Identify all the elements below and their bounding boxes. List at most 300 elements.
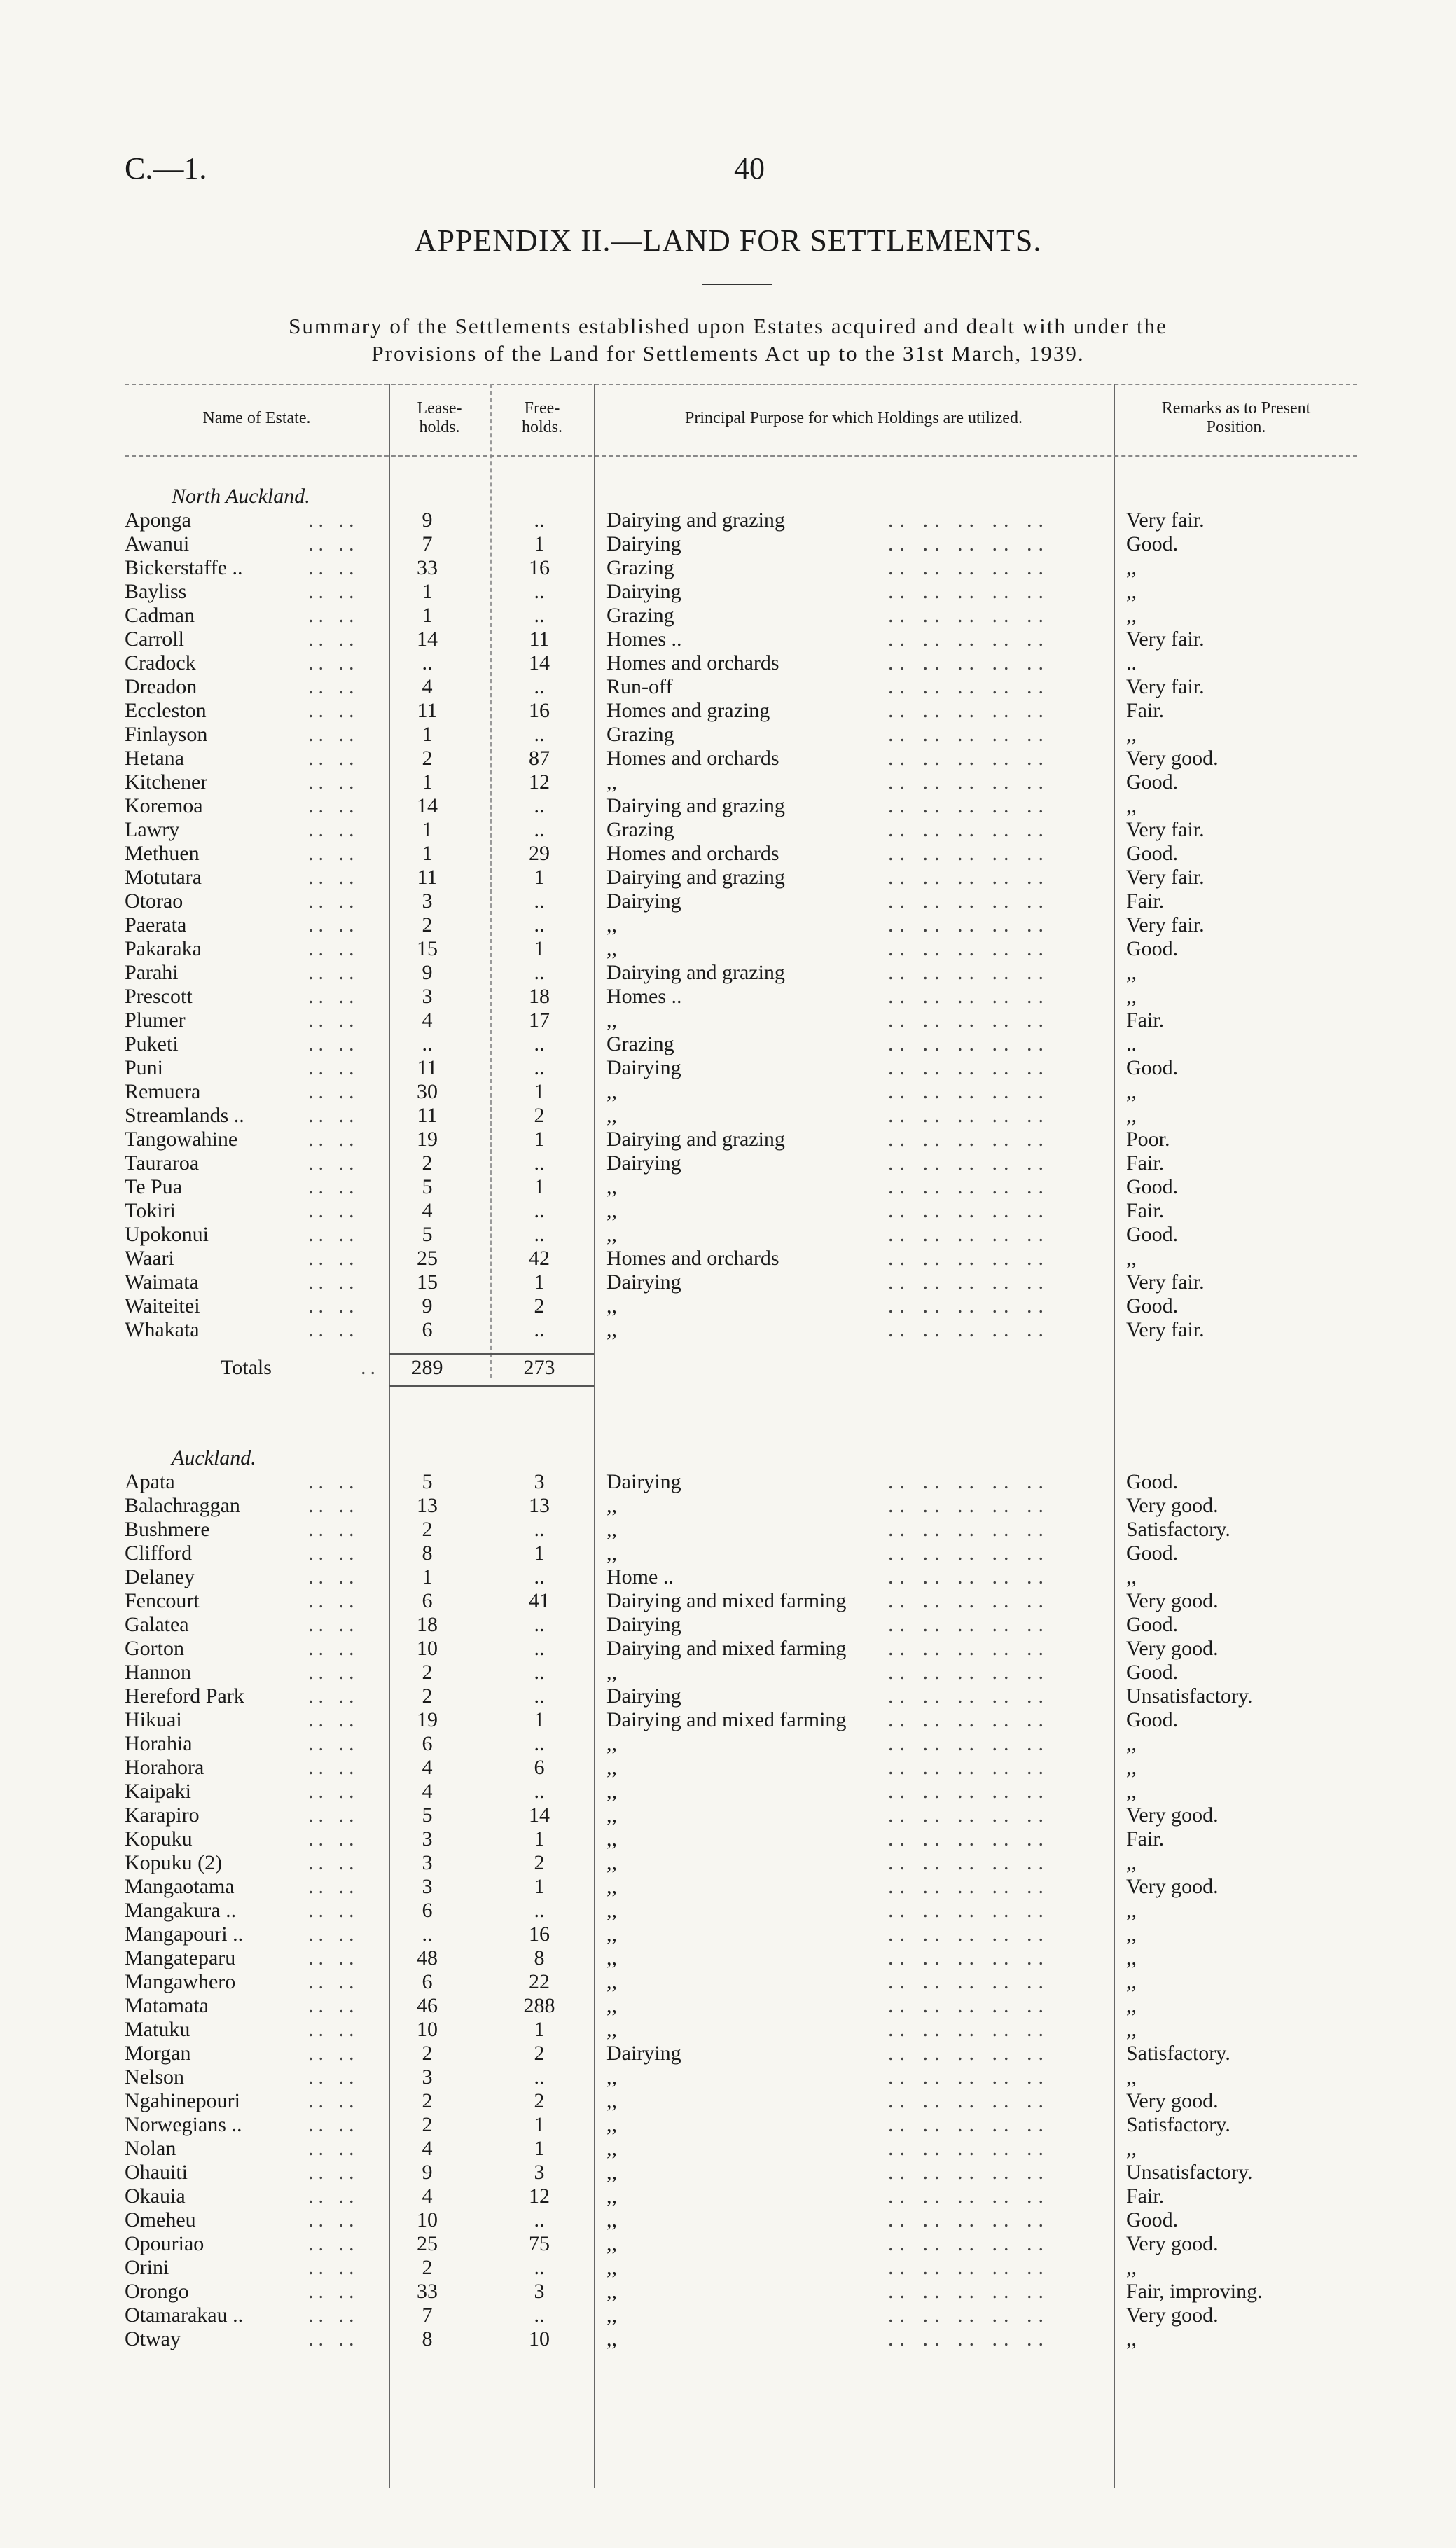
estate-name: Horahia <box>125 1732 193 1755</box>
leaseholds-value: 10 <box>417 2018 438 2041</box>
purpose-value: ,, <box>606 1294 617 1317</box>
freeholds-value: 288 <box>523 1994 555 2017</box>
leader-dots: .. .. <box>308 675 359 698</box>
freeholds-value: 17 <box>529 1009 550 1032</box>
freeholds-value: 16 <box>529 556 550 579</box>
leader-dots: .. .. <box>308 1970 359 1993</box>
estate-name: Matuku <box>125 2018 190 2041</box>
leader-dots: .. .. <box>308 1589 359 1612</box>
table-row <box>0 628 1456 651</box>
remarks-value: Fair. <box>1126 699 1165 722</box>
leaseholds-value: 3 <box>422 889 433 913</box>
freeholds-value: 42 <box>529 1247 550 1270</box>
leaseholds-value: 1 <box>422 842 433 865</box>
remarks-value: Fair. <box>1126 889 1165 913</box>
freeholds-value: 13 <box>529 1494 550 1517</box>
freeholds-value: 1 <box>534 532 545 555</box>
estate-name: Koremoa <box>125 794 203 817</box>
leaseholds-value: 11 <box>417 866 438 889</box>
leader-dots: .. .. .. .. .. <box>888 699 1050 722</box>
freeholds-value: .. <box>534 818 545 841</box>
remarks-value: Good. <box>1126 1661 1179 1684</box>
purpose-value: ,, <box>606 1732 617 1755</box>
remarks-value: Very fair. <box>1126 1318 1205 1341</box>
leaseholds-value: 1 <box>422 723 433 746</box>
purpose-value: Dairying <box>606 2042 681 2065</box>
leaseholds-value: 6 <box>422 1732 433 1755</box>
leaseholds-value: 4 <box>422 2185 433 2208</box>
totals-row <box>0 1356 1456 1380</box>
freeholds-value: 12 <box>529 770 550 794</box>
remarks-value: ,, <box>1126 1247 1137 1270</box>
leader-dots: .. .. .. .. .. <box>888 508 1050 532</box>
remarks-value: Good. <box>1126 1175 1179 1198</box>
leader-dots: .. .. <box>308 1875 359 1898</box>
table-row <box>0 1875 1456 1899</box>
header-leaseholds-line2: holds. <box>419 418 460 436</box>
estate-name: Orini <box>125 2256 169 2279</box>
leaseholds-value: 4 <box>422 1199 433 1222</box>
remarks-value: ,, <box>1126 556 1137 579</box>
leader-dots: .. .. .. .. .. <box>888 2018 1050 2041</box>
remarks-value: .. <box>1126 651 1137 674</box>
leader-dots: .. .. .. .. .. <box>888 1223 1050 1246</box>
leader-dots: .. .. .. .. .. <box>888 1613 1050 1636</box>
remarks-value: ,, <box>1126 1565 1137 1588</box>
leader-dots: .. .. <box>308 2089 359 2112</box>
freeholds-value: .. <box>534 508 545 532</box>
purpose-value: Homes and orchards <box>606 842 779 865</box>
leaseholds-value: 19 <box>417 1708 438 1731</box>
table-row <box>0 1923 1456 1946</box>
purpose-value: ,, <box>606 1223 617 1246</box>
leader-dots: .. .. .. .. .. <box>888 1756 1050 1779</box>
freeholds-value: 8 <box>534 1946 545 1969</box>
leader-dots: .. .. <box>308 1923 359 1946</box>
leaseholds-value: 1 <box>422 1565 433 1588</box>
purpose-value: ,, <box>606 2280 617 2303</box>
table-row <box>0 1056 1456 1080</box>
remarks-value: Very fair. <box>1126 818 1205 841</box>
table-row <box>0 1223 1456 1247</box>
purpose-value: Dairying <box>606 1056 681 1079</box>
leaseholds-value: 18 <box>417 1613 438 1636</box>
table-row <box>0 651 1456 675</box>
purpose-value: ,, <box>606 1518 617 1541</box>
remarks-value: ,, <box>1126 1780 1137 1803</box>
freeholds-value: 22 <box>529 1970 550 1993</box>
leaseholds-value: 3 <box>422 985 433 1008</box>
freeholds-value: .. <box>534 1684 545 1708</box>
leader-dots: .. .. <box>308 961 359 984</box>
purpose-value: ,, <box>606 2089 617 2112</box>
leader-dots: .. .. .. .. .. <box>888 985 1050 1008</box>
remarks-value: ,, <box>1126 1970 1137 1993</box>
estate-name: Waimata <box>125 1270 199 1294</box>
leader-dots: .. .. <box>308 1294 359 1317</box>
leader-dots: .. .. <box>308 1470 359 1493</box>
estate-name: Mangakura .. <box>125 1899 237 1922</box>
totals-freeholds: 273 <box>523 1356 555 1379</box>
leader-dots: .. .. <box>308 508 359 532</box>
leader-dots: .. .. <box>308 628 359 651</box>
table-row <box>0 1494 1456 1518</box>
purpose-value: Homes .. <box>606 985 682 1008</box>
table-row <box>0 1756 1456 1780</box>
purpose-value: ,, <box>606 2113 617 2136</box>
leader-dots: .. .. <box>308 1994 359 2017</box>
leader-dots: .. .. .. .. .. <box>888 937 1050 960</box>
leader-dots: .. .. .. .. .. <box>888 1661 1050 1684</box>
freeholds-value: 2 <box>534 1294 545 1317</box>
section-heading <box>0 1446 1456 1470</box>
leaseholds-value: 5 <box>422 1223 433 1246</box>
table-row <box>0 1470 1456 1494</box>
table-row <box>0 1009 1456 1032</box>
freeholds-value: .. <box>534 1032 545 1055</box>
leaseholds-value: 9 <box>422 1294 433 1317</box>
leaseholds-value: 4 <box>422 675 433 698</box>
purpose-value: ,, <box>606 1009 617 1032</box>
remarks-value: .. <box>1126 1032 1137 1055</box>
purpose-value: Dairying <box>606 580 681 603</box>
leaseholds-value: 9 <box>422 961 433 984</box>
totals-rule-top <box>389 1353 594 1355</box>
table-row <box>0 1780 1456 1803</box>
leader-dots: .. .. .. .. .. <box>888 1294 1050 1317</box>
leaseholds-value: 33 <box>417 2280 438 2303</box>
leader-dots: .. .. .. .. .. <box>888 1708 1050 1731</box>
freeholds-value: .. <box>534 1613 545 1636</box>
leader-dots: .. .. .. .. .. <box>888 770 1050 794</box>
freeholds-value: .. <box>534 723 545 746</box>
freeholds-value: 1 <box>534 1708 545 1731</box>
purpose-value: ,, <box>606 1803 617 1827</box>
purpose-value: ,, <box>606 2018 617 2041</box>
estate-name: Horahora <box>125 1756 204 1779</box>
section-title: North Auckland. <box>172 485 310 508</box>
leaseholds-value: 7 <box>422 532 433 555</box>
remarks-value: Very fair. <box>1126 1270 1205 1294</box>
table-row <box>0 1637 1456 1661</box>
table-row <box>0 1803 1456 1827</box>
leader-dots: .. .. <box>308 2208 359 2231</box>
leader-dots: .. .. .. .. .. <box>888 628 1050 651</box>
remarks-value: ,, <box>1126 2327 1137 2350</box>
estate-name: Tangowahine <box>125 1128 238 1151</box>
table-row <box>0 1151 1456 1175</box>
table-row <box>0 2304 1456 2327</box>
leaseholds-value: 6 <box>422 1970 433 1993</box>
table-row <box>0 2161 1456 2185</box>
freeholds-value: 2 <box>534 1104 545 1127</box>
remarks-value: Good. <box>1126 1470 1179 1493</box>
estate-name: Hikuai <box>125 1708 182 1731</box>
freeholds-value: 10 <box>529 2327 550 2350</box>
leaseholds-value: 14 <box>417 628 438 651</box>
leader-dots: .. .. .. .. .. <box>888 1589 1050 1612</box>
purpose-value: Grazing <box>606 723 674 746</box>
totals-label: Totals <box>221 1356 272 1379</box>
freeholds-value: 1 <box>534 1175 545 1198</box>
leader-dots: .. .. <box>308 2137 359 2160</box>
leader-dots: .. .. .. .. .. <box>888 1946 1050 1969</box>
table-row <box>0 913 1456 937</box>
remarks-value: Good. <box>1126 1223 1179 1246</box>
freeholds-value: 3 <box>534 2161 545 2184</box>
leaseholds-value: 2 <box>422 1661 433 1684</box>
leader-dots: .. .. .. .. .. <box>888 723 1050 746</box>
leaseholds-value: 3 <box>422 1875 433 1898</box>
estate-name: Kopuku (2) <box>125 1851 223 1874</box>
freeholds-value: 1 <box>534 2018 545 2041</box>
freeholds-value: .. <box>534 675 545 698</box>
leader-dots: .. .. <box>308 1199 359 1222</box>
remarks-value: Good. <box>1126 2208 1179 2231</box>
freeholds-value: 41 <box>529 1589 550 1612</box>
estate-name: Upokonui <box>125 1223 209 1246</box>
table-row <box>0 1994 1456 2018</box>
leader-dots: .. .. .. .. .. <box>888 2208 1050 2231</box>
freeholds-value: 11 <box>529 628 550 651</box>
estate-name: Eccleston <box>125 699 207 722</box>
table-row <box>0 1104 1456 1128</box>
leaseholds-value: 1 <box>422 818 433 841</box>
freeholds-value: 1 <box>534 937 545 960</box>
leader-dots: .. .. <box>308 2327 359 2350</box>
leader-dots: .. .. <box>308 556 359 579</box>
estate-name: Whakata <box>125 1318 200 1341</box>
leader-dots: .. .. <box>308 1946 359 1969</box>
leader-dots: .. .. <box>308 1827 359 1850</box>
estate-name: Otway <box>125 2327 181 2350</box>
freeholds-value: 16 <box>529 1923 550 1946</box>
estate-name: Mangawhero <box>125 1970 236 1993</box>
leader-dots: .. .. <box>308 1637 359 1660</box>
remarks-value: Satisfactory. <box>1126 2042 1230 2065</box>
freeholds-value: 2 <box>534 2089 545 2112</box>
leader-dots: .. .. .. .. .. <box>888 1803 1050 1827</box>
purpose-value: Homes and orchards <box>606 1247 779 1270</box>
leaseholds-value: 7 <box>422 2304 433 2327</box>
leaseholds-value: 10 <box>417 2208 438 2231</box>
leaseholds-value: 46 <box>417 1994 438 2017</box>
estate-name: Te Pua <box>125 1175 183 1198</box>
remarks-value: Fair. <box>1126 2185 1165 2208</box>
leader-dots: .. .. <box>308 818 359 841</box>
leader-dots: .. .. .. .. .. <box>888 2256 1050 2279</box>
table-row <box>0 1589 1456 1613</box>
remarks-value: Very good. <box>1126 1589 1219 1612</box>
purpose-value: ,, <box>606 1104 617 1127</box>
table-row <box>0 508 1456 532</box>
estate-name: Clifford <box>125 1542 193 1565</box>
table-row <box>0 2208 1456 2232</box>
purpose-value: ,, <box>606 1199 617 1222</box>
table-row <box>0 1080 1456 1104</box>
leader-dots: .. .. <box>308 1080 359 1103</box>
leaseholds-value: 2 <box>422 1518 433 1541</box>
purpose-value: Dairying and mixed farming <box>606 1637 847 1660</box>
leader-dots: .. .. .. .. .. <box>888 1270 1050 1294</box>
freeholds-value: 1 <box>534 2137 545 2160</box>
purpose-value: Homes and orchards <box>606 651 779 674</box>
remarks-value: ,, <box>1126 2018 1137 2041</box>
leader-dots: .. .. .. .. .. <box>888 532 1050 555</box>
purpose-value: Homes and orchards <box>606 747 779 770</box>
purpose-value: Dairying and mixed farming <box>606 1589 847 1612</box>
table-row <box>0 2137 1456 2161</box>
leader-dots: .. .. <box>308 2232 359 2255</box>
purpose-value: Dairying <box>606 1151 681 1175</box>
remarks-value: ,, <box>1126 1756 1137 1779</box>
freeholds-value: 6 <box>534 1756 545 1779</box>
purpose-value: ,, <box>606 1827 617 1850</box>
leader-dots: .. .. .. .. .. <box>888 1104 1050 1127</box>
purpose-value: ,, <box>606 2161 617 2184</box>
remarks-value: Poor. <box>1126 1128 1170 1151</box>
estate-name: Norwegians .. <box>125 2113 242 2136</box>
leader-dots: .. .. <box>308 532 359 555</box>
remarks-value: Very fair. <box>1126 675 1205 698</box>
estate-name: Streamlands .. <box>125 1104 244 1127</box>
purpose-value: ,, <box>606 2327 617 2350</box>
table-row <box>0 604 1456 628</box>
table-row <box>0 1032 1456 1056</box>
leaseholds-value: 2 <box>422 2256 433 2279</box>
table-row <box>0 675 1456 699</box>
leader-dots: .. .. <box>308 1613 359 1636</box>
purpose-value: ,, <box>606 1994 617 2017</box>
estate-name: Hetana <box>125 747 184 770</box>
leaseholds-value: 10 <box>417 1637 438 1660</box>
table-row <box>0 1518 1456 1542</box>
remarks-value: ,, <box>1126 1923 1137 1946</box>
table-row <box>0 1613 1456 1637</box>
remarks-value: ,, <box>1126 985 1137 1008</box>
leader-dots: .. .. .. .. .. <box>888 1032 1050 1055</box>
estate-name: Matamata <box>125 1994 209 2017</box>
remarks-value: Good. <box>1126 1542 1179 1565</box>
remarks-value: ,, <box>1126 1994 1137 2017</box>
leader-dots: .. .. .. .. .. <box>888 675 1050 698</box>
freeholds-value: 87 <box>529 747 550 770</box>
leader-dots: .. .. <box>308 699 359 722</box>
table-row <box>0 794 1456 818</box>
leader-dots: .. .. <box>308 2113 359 2136</box>
purpose-value: Grazing <box>606 556 674 579</box>
leader-dots: .. .. <box>308 2018 359 2041</box>
table-row <box>0 1970 1456 1994</box>
leaseholds-value: 6 <box>422 1899 433 1922</box>
estate-name: Otorao <box>125 889 183 913</box>
freeholds-value: .. <box>534 604 545 627</box>
remarks-value: ,, <box>1126 2065 1137 2089</box>
estate-name: Apata <box>125 1470 175 1493</box>
purpose-value: Dairying and grazing <box>606 794 785 817</box>
leader-dots: .. .. .. .. .. <box>888 1009 1050 1032</box>
remarks-value: Unsatisfactory. <box>1126 2161 1253 2184</box>
leader-dots: .. .. <box>308 1780 359 1803</box>
estate-name: Okauia <box>125 2185 186 2208</box>
estate-name: Awanui <box>125 532 190 555</box>
remarks-value: Fair. <box>1126 1009 1165 1032</box>
remarks-value: ,, <box>1126 794 1137 817</box>
freeholds-value: 1 <box>534 866 545 889</box>
freeholds-value: .. <box>534 1056 545 1079</box>
leader-dots: .. .. .. .. .. <box>888 1637 1050 1660</box>
purpose-value: Dairying and grazing <box>606 866 785 889</box>
freeholds-value: 1 <box>534 1542 545 1565</box>
estate-name: Cadman <box>125 604 195 627</box>
leader-dots: .. .. .. .. .. <box>888 1827 1050 1850</box>
leader-dots: .. .. .. .. .. <box>888 580 1050 603</box>
table-row <box>0 2327 1456 2351</box>
estate-name: Gorton <box>125 1637 184 1660</box>
purpose-value: Dairying <box>606 532 681 555</box>
purpose-value: ,, <box>606 1175 617 1198</box>
leaseholds-value: 13 <box>417 1494 438 1517</box>
freeholds-value: 3 <box>534 1470 545 1493</box>
leader-dots: .. .. .. .. .. <box>888 2161 1050 2184</box>
table-row <box>0 1827 1456 1851</box>
estate-name: Orongo <box>125 2280 189 2303</box>
leader-dots: .. .. .. .. .. <box>888 604 1050 627</box>
leaseholds-value: 3 <box>422 1851 433 1874</box>
freeholds-value: 1 <box>534 1875 545 1898</box>
table-row <box>0 1899 1456 1923</box>
purpose-value: Dairying <box>606 889 681 913</box>
leader-dots: .. .. <box>308 866 359 889</box>
header-leaseholds-line1: Lease- <box>417 399 462 417</box>
leader-dots: .. .. .. .. .. <box>888 1199 1050 1222</box>
leader-dots: .. .. .. .. .. <box>888 794 1050 817</box>
leaseholds-value: 5 <box>422 1803 433 1827</box>
remarks-value: Very good. <box>1126 2304 1219 2327</box>
estate-name: Ohauiti <box>125 2161 188 2184</box>
purpose-value: ,, <box>606 1899 617 1922</box>
leader-dots: .. .. .. .. .. <box>888 2042 1050 2065</box>
table-row <box>0 747 1456 770</box>
estate-name: Nolan <box>125 2137 176 2160</box>
leader-dots: .. .. <box>308 1151 359 1175</box>
leader-dots: .. .. .. .. .. <box>888 1565 1050 1588</box>
purpose-value: Homes and grazing <box>606 699 770 722</box>
freeholds-value: .. <box>534 2065 545 2089</box>
purpose-value: Run-off <box>606 675 673 698</box>
subtitle-line-1: Summary of the Settlements established upon Estates acquired and dealt with under the <box>289 314 1167 338</box>
freeholds-value: .. <box>534 2208 545 2231</box>
purpose-value: ,, <box>606 913 617 936</box>
leader-dots: .. .. .. .. .. <box>888 1851 1050 1874</box>
estate-name: Kopuku <box>125 1827 193 1850</box>
leaseholds-value: 3 <box>422 1827 433 1850</box>
table-row <box>0 699 1456 723</box>
estate-name: Balachraggan <box>125 1494 240 1517</box>
table-row <box>0 2280 1456 2304</box>
leader-dots: .. .. <box>308 1494 359 1517</box>
table-row <box>0 2232 1456 2256</box>
purpose-value: ,, <box>606 1080 617 1103</box>
leader-dots: .. .. <box>308 1223 359 1246</box>
leader-dots: .. .. <box>308 1899 359 1922</box>
purpose-value: ,, <box>606 1318 617 1341</box>
estate-name: Opouriao <box>125 2232 204 2255</box>
totals-dots: .. <box>361 1356 380 1379</box>
table-row <box>0 2113 1456 2137</box>
leaseholds-value: 15 <box>417 1270 438 1294</box>
estate-name: Motutara <box>125 866 202 889</box>
